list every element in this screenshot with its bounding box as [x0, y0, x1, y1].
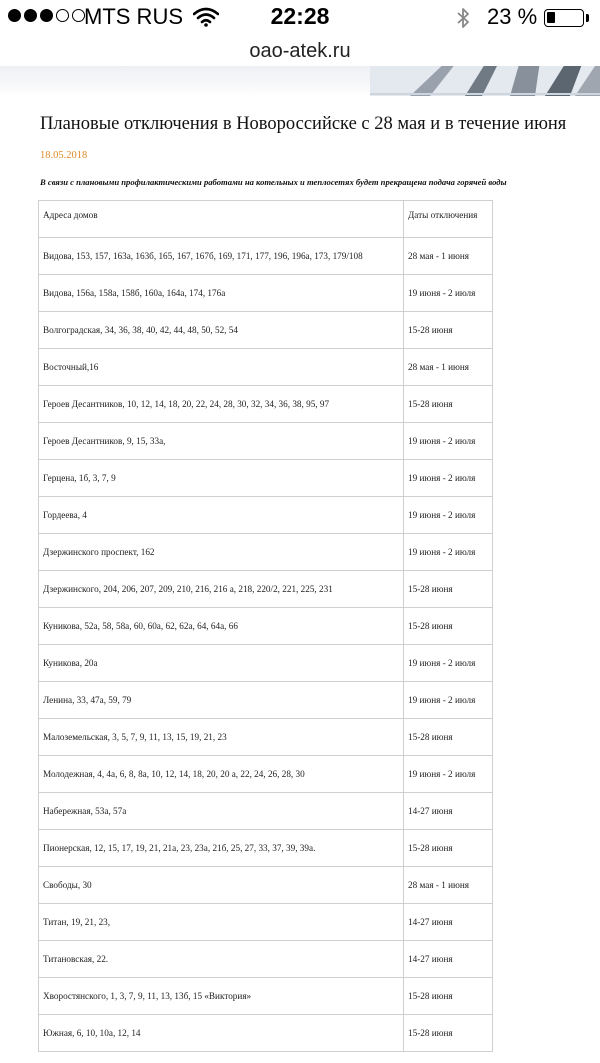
- date-cell: 15-28 июня: [404, 830, 493, 867]
- table-row: [39, 275, 493, 312]
- status-bar: [0, 0, 600, 36]
- address-cell: Герцена, 1б, 3, 7, 9: [39, 460, 404, 497]
- address-cell: Пионерская, 12, 15, 17, 19, 21, 21а, 23, 23а, 21б, 25, 27, 33, 37, 39, 39а.: [39, 830, 404, 867]
- table-row: [39, 386, 493, 423]
- url-text: oao-atek.ru: [249, 40, 351, 62]
- post-date: 18.05.2018: [40, 150, 88, 161]
- address-cell: Набережная, 53а, 57а: [39, 793, 404, 830]
- carrier-name: MTS RUS: [84, 4, 183, 29]
- table-row: [39, 978, 493, 1015]
- date-cell: 15-28 июня: [404, 386, 493, 423]
- address-cell: Титан, 19, 21, 23,: [39, 904, 404, 941]
- date-cell: 15-28 июня: [404, 719, 493, 756]
- table-header-row: [39, 201, 493, 238]
- address-cell: Южная, 6, 10, 10а, 12, 14: [39, 1015, 404, 1052]
- table-row: [39, 941, 493, 978]
- date-cell: 15-28 июня: [404, 608, 493, 645]
- table-row: [39, 497, 493, 534]
- battery-icon: [544, 9, 584, 27]
- address-cell: Куникова, 52а, 58, 58а, 60, 60а, 62, 62а, 64, 64а, 66: [39, 608, 404, 645]
- column-header-dates: Даты отключения: [404, 201, 493, 238]
- table-row: [39, 682, 493, 719]
- outage-notice: В связи с плановыми профилактическими работами на котельных и теплосетях будет прекращена подача горячей воды: [40, 177, 507, 187]
- table-row: [39, 756, 493, 793]
- address-cell: Героев Десантников, 9, 15, 33а,: [39, 423, 404, 460]
- address-cell: Видова, 153, 157, 163а, 163б, 165, 167, 167б, 169, 171, 177, 196, 196а, 173, 179/108: [39, 238, 404, 275]
- date-cell: 19 июня - 2 июля: [404, 497, 493, 534]
- address-cell: Гордеева, 4: [39, 497, 404, 534]
- clock: 22:28: [270, 3, 330, 29]
- address-cell: Восточный,16: [39, 349, 404, 386]
- address-cell: Волгоградская, 34, 36, 38, 40, 42, 44, 48, 50, 52, 54: [39, 312, 404, 349]
- date-cell: 14-27 июня: [404, 941, 493, 978]
- battery-level-fill: [547, 12, 555, 23]
- table-row: [39, 312, 493, 349]
- table-row: [39, 571, 493, 608]
- bluetooth-icon: [456, 6, 470, 35]
- url-bar[interactable]: [0, 36, 600, 66]
- date-cell: 19 июня - 2 июля: [404, 682, 493, 719]
- address-cell: Видова, 156а, 158а, 158б, 160а, 164а, 174, 176а: [39, 275, 404, 312]
- date-cell: 14-27 июня: [404, 793, 493, 830]
- table-row: [39, 534, 493, 571]
- column-header-addresses: Адреса домов: [39, 201, 404, 238]
- address-cell: Хворостянского, 1, 3, 7, 9, 11, 13, 13б, 15 «Виктория»: [39, 978, 404, 1015]
- table-row: [39, 423, 493, 460]
- date-cell: 28 мая - 1 июня: [404, 349, 493, 386]
- table-row: [39, 238, 493, 275]
- address-cell: Дзержинского проспект, 162: [39, 534, 404, 571]
- page-title: Плановые отключения в Новороссийске с 28 мая и в течение июня: [40, 114, 567, 134]
- date-cell: 19 июня - 2 июля: [404, 275, 493, 312]
- table-row: [39, 460, 493, 497]
- date-cell: 15-28 июня: [404, 978, 493, 1015]
- address-cell: Титановская, 22.: [39, 941, 404, 978]
- table-row: [39, 645, 493, 682]
- date-cell: 14-27 июня: [404, 904, 493, 941]
- address-cell: Героев Десантников, 10, 12, 14, 18, 20, 22, 24, 28, 30, 32, 34, 36, 38, 95, 97: [39, 386, 404, 423]
- address-cell: Куникова, 20а: [39, 645, 404, 682]
- table-row: [39, 349, 493, 386]
- table-row: [39, 904, 493, 941]
- date-cell: 15-28 июня: [404, 312, 493, 349]
- date-cell: 19 июня - 2 июля: [404, 534, 493, 571]
- table-row: [39, 793, 493, 830]
- outage-schedule-table: [38, 200, 493, 1052]
- address-cell: Молодежная, 4, 4а, 6, 8, 8а, 10, 12, 14, 18, 20, 20 а, 22, 24, 26, 28, 30: [39, 756, 404, 793]
- date-cell: 15-28 июня: [404, 571, 493, 608]
- date-cell: 19 июня - 2 июля: [404, 460, 493, 497]
- battery-percent: 23 %: [487, 4, 538, 29]
- date-cell: 19 июня - 2 июля: [404, 756, 493, 793]
- date-cell: 19 июня - 2 июля: [404, 423, 493, 460]
- table-row: [39, 608, 493, 645]
- table-row: [39, 1015, 493, 1052]
- table-row: [39, 830, 493, 867]
- address-cell: Малоземельская, 3, 5, 7, 9, 11, 13, 15, 19, 21, 23: [39, 719, 404, 756]
- table-row: [39, 719, 493, 756]
- date-cell: 19 июня - 2 июля: [404, 645, 493, 682]
- date-cell: 28 мая - 1 июня: [404, 238, 493, 275]
- address-cell: Ленина, 33, 47а, 59, 79: [39, 682, 404, 719]
- date-cell: 15-28 июня: [404, 1015, 493, 1052]
- address-cell: Свободы, 30: [39, 867, 404, 904]
- table-row: [39, 867, 493, 904]
- battery-tip: [586, 14, 589, 22]
- address-cell: Дзержинского, 204, 206, 207, 209, 210, 216, 216 а, 218, 220/2, 221, 225, 231: [39, 571, 404, 608]
- date-cell: 28 мая - 1 июня: [404, 867, 493, 904]
